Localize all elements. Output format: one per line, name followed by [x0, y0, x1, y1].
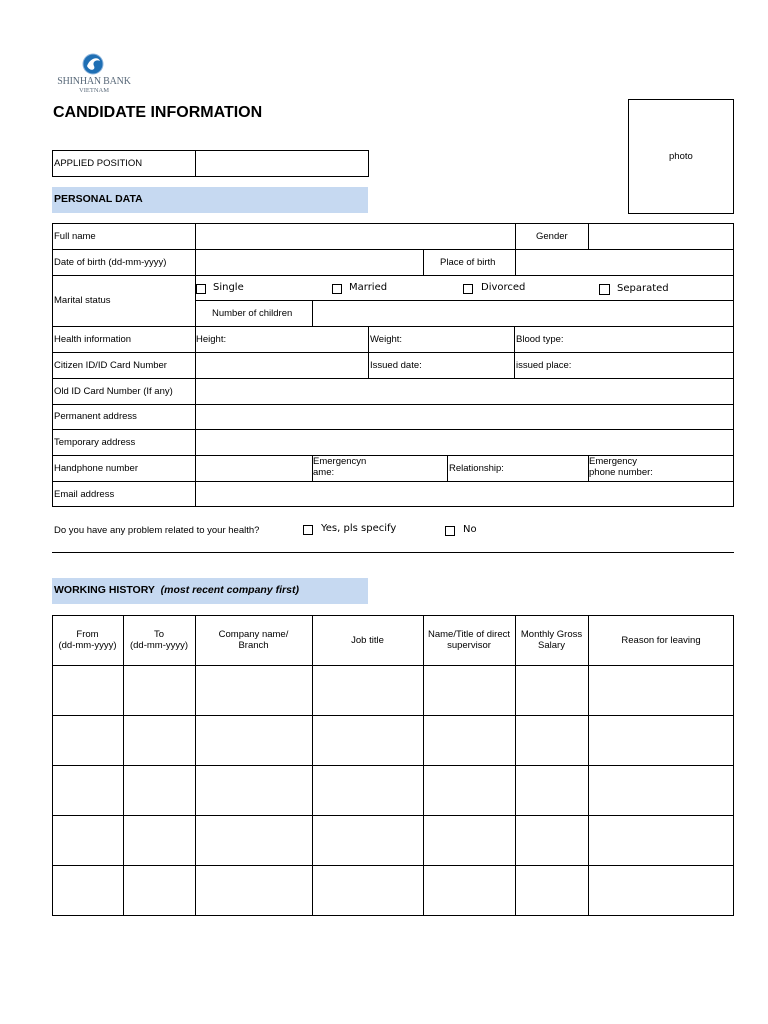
photo-label: photo	[669, 151, 693, 162]
col-from-header	[52, 629, 123, 651]
shinhan-logo	[52, 52, 136, 96]
table-row[interactable]	[53, 816, 733, 865]
place-of-birth-field[interactable]	[516, 250, 733, 275]
emergency-name-line-1: Emergencyn	[313, 456, 367, 467]
col-company-header	[195, 629, 312, 651]
health-yes-checkbox[interactable]	[303, 525, 313, 535]
email-field[interactable]	[196, 482, 733, 506]
working-history-note: (most recent company first)	[160, 584, 299, 596]
issued-place-label: issued place:	[516, 360, 572, 371]
applied-position-field[interactable]	[196, 151, 368, 176]
married-option-label: Married	[349, 282, 388, 293]
working-history-header	[52, 578, 368, 604]
blood-type-label: Blood type:	[516, 334, 564, 345]
table-row[interactable]	[53, 666, 733, 715]
gender-field[interactable]	[589, 224, 733, 249]
shinhan-logo-icon	[52, 52, 136, 78]
gender-label: Gender	[536, 231, 568, 242]
emergency-name-line-2: ame:	[313, 466, 335, 478]
health-yes-label: Yes, pls specify	[321, 523, 397, 534]
personal-data-title: PERSONAL DATA	[54, 193, 143, 205]
email-label: Email address	[54, 489, 115, 500]
col-salary-line-1: Monthly Gross	[520, 629, 583, 640]
old-id-label: Old ID Card Number (If any)	[54, 386, 173, 397]
divorced-option-label: Divorced	[481, 282, 526, 293]
working-history-title	[54, 584, 299, 596]
health-question-label: Do you have any problem related to your health?	[54, 525, 260, 536]
issued-date-label: Issued date:	[370, 360, 422, 371]
page-title: CANDIDATE INFORMATION	[53, 104, 263, 121]
temporary-address-label: Temporary address	[54, 437, 136, 448]
temporary-address-field[interactable]	[196, 430, 733, 455]
emergency-name-label	[313, 457, 366, 478]
col-supervisor-line-2: supervisor	[447, 640, 491, 651]
full-name-label: Full name	[54, 231, 96, 242]
weight-label: Weight:	[370, 334, 403, 345]
col-reason-line-1: Reason for leaving	[621, 635, 701, 646]
emergency-phone-line-1: Emergency	[589, 456, 638, 467]
col-to-line-2: (dd-mm-yyyy)	[129, 640, 189, 651]
emergency-phone-label	[589, 457, 653, 478]
separated-checkbox[interactable]	[599, 284, 610, 295]
old-id-field[interactable]	[196, 379, 733, 404]
permanent-address-field[interactable]	[196, 405, 733, 429]
brand-sub: VIETNAM	[79, 87, 109, 94]
col-from-line-1: From	[76, 629, 99, 640]
citizen-id-label: Citizen ID/ID Card Number	[54, 360, 167, 371]
married-checkbox[interactable]	[332, 284, 342, 294]
relationship-label: Relationship:	[449, 463, 504, 474]
brand-name: SHINHAN BANK	[57, 76, 131, 87]
table-row[interactable]	[53, 866, 733, 915]
single-checkbox[interactable]	[196, 284, 206, 294]
applied-position-label: APPLIED POSITION	[54, 158, 143, 169]
working-history-heading: WORKING HISTORY	[54, 584, 155, 596]
dob-field[interactable]	[196, 250, 423, 275]
handphone-field[interactable]	[196, 456, 312, 481]
full-name-field[interactable]	[196, 224, 515, 249]
col-reason-header	[588, 635, 734, 646]
dob-label: Date of birth (dd-mm-yyyy)	[54, 257, 167, 268]
health-no-label: No	[463, 524, 477, 535]
permanent-address-label: Permanent address	[54, 411, 137, 422]
col-to-line-1: To	[153, 629, 165, 640]
col-company-line-2: Branch	[238, 640, 269, 651]
children-label: Number of children	[212, 308, 293, 319]
col-job-title-header	[312, 635, 423, 646]
emergency-phone-line-2: phone number:	[589, 466, 653, 478]
col-from-line-2: (dd-mm-yyyy)	[58, 640, 117, 651]
marital-status-label: Marital status	[54, 295, 111, 306]
personal-data-header	[52, 187, 368, 213]
single-option-label: Single	[213, 282, 244, 293]
height-label: Height:	[196, 334, 227, 345]
col-supervisor-line-1: Name/Title of direct	[427, 629, 510, 640]
divorced-checkbox[interactable]	[463, 284, 473, 294]
table-row[interactable]	[53, 716, 733, 765]
col-company-line-1: Company name/	[218, 629, 289, 640]
section-divider	[52, 552, 734, 553]
children-field[interactable]	[313, 301, 733, 326]
col-salary-header	[515, 629, 588, 651]
separated-option-label: Separated	[617, 283, 669, 294]
col-to-header	[123, 629, 195, 651]
col-supervisor-header	[423, 629, 515, 651]
place-of-birth-label: Place of birth	[440, 257, 496, 268]
health-no-checkbox[interactable]	[445, 526, 455, 536]
table-row[interactable]	[53, 766, 733, 815]
col-job-title-line-1: Job title	[351, 635, 384, 646]
citizen-id-field[interactable]	[196, 353, 368, 378]
handphone-label: Handphone number	[54, 463, 138, 474]
col-salary-line-2: Salary	[538, 640, 565, 651]
health-info-label: Health information	[54, 334, 132, 345]
